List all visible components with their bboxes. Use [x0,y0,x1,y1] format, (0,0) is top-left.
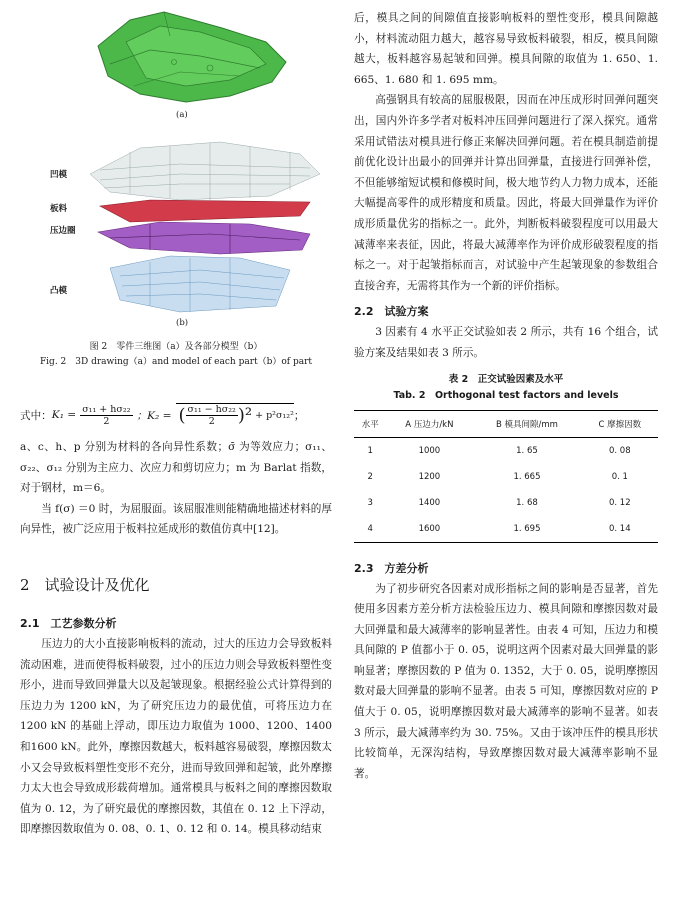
k1-numerator: σ₁₁ + hσ₂₂ [82,403,131,415]
figure-2a-part-render [90,6,290,106]
formula-k1-k2 [20,392,332,438]
section-title-2: 2 试验设计及优化 [20,576,150,594]
paragraph-yield-surface: 当 f(σ) ＝0 时，为屈服面。该屈服准则能精确地描述材料的厚向异性，被广泛应用于板料拉延成形的数值仿真中[12]。 [20,502,332,536]
k1-label: K₁ = [51,409,77,421]
table-header-row [354,410,658,437]
table-header-cell: B 模具间隙/mm [495,419,558,430]
figure-caption-cn: 图 2 零件三维图（a）及各部分模型（b） [89,342,263,352]
table-cell: 0. 12 [609,497,631,508]
table-cell: 1. 665 [513,471,541,482]
punch-wireframe [110,256,290,312]
k2-fraction [186,404,238,427]
table-cell: 1 [367,445,373,456]
paragraph-test-plan: 3 因素有 4 水平正交试验如表 2 所示，共有 16 个组合，试验方案及结果如表 3 所示。 [354,326,658,359]
table-cell: 0. 14 [609,523,631,534]
table-cell: 4 [367,523,373,534]
subfigure-a-label: (a) [176,110,188,120]
subsection-2-3: 2.3 方差分析 [354,561,429,575]
table-cell: 1400 [418,497,441,508]
k2-sqrt: ( $\frac{\text{σ₁₁ − hσ₂₂}}{2}$ )² + p²σ₁₂² [176,403,294,427]
k2-denominator: 2 [208,416,215,427]
k1-fraction [80,404,132,427]
part-label-blank: 板料 [50,204,68,214]
formula-prefix: 式中： [20,409,52,422]
table-cell: 1000 [418,445,441,456]
table-row [354,490,658,516]
paragraph-gap-effect: 后，模具之间的间隙值直接影响板料的塑性变形，模具间隙越小，材料流动阻力越大，越容易导致板料破裂，相反，模具间隙越大，板料越容易起皱和回弹。模具间隙的取值为 1. 650、1. 665、1. 680 和 1. 695 mm。 [354,12,658,86]
k2-numerator: σ₁₁ − hσ₂₂ [187,404,236,415]
formula-suffix: ； [293,409,305,422]
table-row [354,437,658,464]
blank-sheet [100,200,310,222]
paragraph-process-params: 压边力的大小直接影响板料的流动，过大的压边力会导致板料流动困难，进而使得板料破裂，过小的压边力则会导致板料塑性变形小，进而导致回弹量大以及起皱现象。根据经验公式计算得到的压边力为 1200 kN，为了研究压边力的最优值，可将压边力在 1200 kN 的基础上浮动，即压边力取值为 1000、1200、1400 和1600 kN。此外，摩擦因数越大，板料越容易破裂，摩擦因数太小又会导致板料塑性变形不充分，进而导致回弹和起皱，此外摩擦力太大也会导致成形载荷增加。通常模具与板料之间的摩擦因数取值为 0. 12，为了研究最优的摩擦因数，其值在 0. 12 上下浮动，即摩擦因数取值为 0. 08、0. 1、0. 12 和 0. 14。模具移动结束 [20,638,332,836]
table-cell: 1. 65 [516,445,538,456]
figure-caption-en: Fig. 2 3D drawing（a）and model of each part（b）of part [39,357,313,367]
table-row [354,464,658,490]
table-orthogonal-factors [354,410,658,543]
table-header-cell: 水平 [361,419,379,430]
paragraph-springback: 高强钢具有较高的屈服极限，因而在冲压成形时回弹问题突出，国内外许多学者对板料冲压回弹问题进行了深入探究。通常采用试错法对模具进行修正来解决回弹问题。若在模具制造前提前优化设计出最小的回弹并计算出回弹量，直接进行回弹补偿，不但能够缩短试模和修模时间，极大地节约人力物力成本，还能大幅提高零件的成形精度和质量。因此，将最大回弹量作为评价成形质量优劣的指标之一。此外，判断板料破裂程度可以用最大减薄率来表征，因此，将最大减薄率作为评价成形破裂程度的指标之一。对于起皱指标而言，对试验中产生起皱现象的参数组合直接舍弃，无需将其作为一个新的评价指标。 [354,94,658,292]
k2-tail: + p²σ₁₂² [255,410,294,421]
table-row [354,516,658,543]
part-label-die: 凹模 [50,170,68,180]
table-header-cell: C 摩擦因数 [598,419,642,430]
part-label-punch: 凸模 [50,286,68,296]
table-cell: 0. 08 [609,445,631,456]
k1-denominator: 2 [103,415,110,427]
table-caption-cn: 表 2 正交试验因素及水平 [448,373,564,385]
subfigure-b-label: (b) [176,318,189,328]
table-cell: 1200 [418,471,441,482]
k2-label: ；K₂ = [136,409,172,422]
subsection-2-2: 2.2 试验方案 [354,305,429,319]
table-cell: 3 [367,497,373,508]
die-wireframe [90,142,320,200]
paragraph-variance-analysis: 为了初步研究各因素对成形指标之间的影响是否显著，首先使用多因素方差分析方法检验压边力、模具间隙和摩擦因数对最大回弹量和最大减薄率的影响显著性。由表 4 可知，压边力和模具间隙的 P 值都小于 0. 05，说明这两个因素对最大回弹量的影响显著；摩擦因数的 P 值为 0. 1352，大于 0. 05，说明摩擦因数对最大回弹量的影响不显著。由表 5 可知，摩擦因数对应的 P 值大于 0. 05，说明摩擦因数对最大减薄率的影响不显著。如表 3 所示，最大减薄率约为 30. 75%。又由于该冲压件的模具形状比较简单，无深沟结构，导致摩擦因数对最大减薄率影响不显著。 [354,582,658,780]
table-cell: 2 [367,471,373,482]
table-cell: 0. 1 [611,471,628,482]
table-caption-en: Tab. 2 Orthogonal test factors and levels [393,389,619,401]
subsection-2-1: 2.1 工艺参数分析 [20,617,117,630]
table-cell: 1600 [418,523,441,534]
table-cell: 1. 695 [513,523,541,534]
part-label-binder: 压边圈 [50,226,76,236]
binder-wireframe [98,222,310,254]
table-header-cell: A 压边力/kN [405,419,454,430]
table-cell: 1. 68 [516,497,538,508]
table-2-block [354,372,658,543]
paragraph-symbols: a、c、h、p 分别为材料的各向异性系数；σ̄ 为等效应力；σ₁₁、σ₂₂、σ₁₂ 分别为主应力、次应力和剪切应力；m 为 Barlat 指数，对于钢材，m＝6。 [20,441,332,495]
figure-2b-exploded-model [70,134,330,314]
